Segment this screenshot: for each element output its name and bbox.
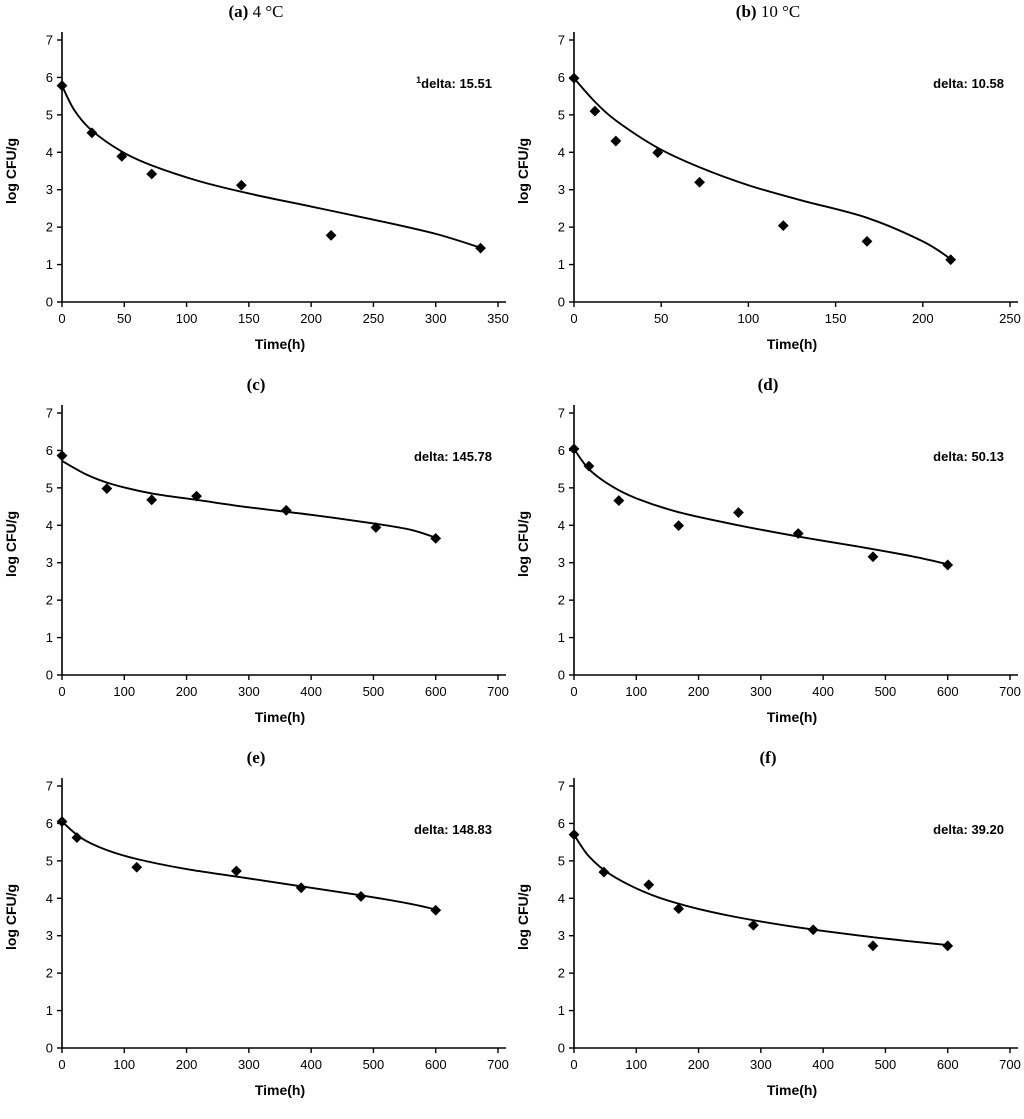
svg-text:200: 200 bbox=[687, 684, 710, 699]
svg-text:300: 300 bbox=[238, 1057, 260, 1072]
svg-text:2: 2 bbox=[557, 965, 565, 981]
svg-text:log CFU/g: log CFU/g bbox=[515, 510, 531, 578]
svg-text:100: 100 bbox=[113, 1057, 136, 1072]
svg-text:0: 0 bbox=[45, 667, 53, 683]
data-marker bbox=[569, 444, 580, 455]
data-marker bbox=[231, 866, 242, 877]
svg-text:7: 7 bbox=[557, 778, 565, 794]
data-marker bbox=[590, 106, 601, 117]
plot-area-e bbox=[0, 770, 512, 1115]
svg-text:Time(h): Time(h) bbox=[766, 1082, 818, 1098]
plot-svg-e bbox=[0, 770, 512, 1115]
svg-text:200: 200 bbox=[687, 1057, 710, 1072]
data-marker bbox=[613, 495, 624, 506]
svg-text:3: 3 bbox=[557, 555, 565, 571]
svg-text:300: 300 bbox=[750, 684, 772, 699]
svg-text:4: 4 bbox=[45, 517, 53, 533]
plot-area-f bbox=[512, 770, 1024, 1115]
delta-annotation: delta: 50.13 bbox=[933, 449, 1004, 464]
svg-text:3: 3 bbox=[45, 928, 53, 944]
plot-svg-f bbox=[512, 770, 1024, 1115]
svg-text:7: 7 bbox=[557, 405, 565, 421]
svg-text:3: 3 bbox=[557, 182, 565, 198]
data-marker bbox=[86, 127, 97, 138]
svg-text:1: 1 bbox=[45, 257, 53, 273]
svg-text:0: 0 bbox=[557, 1040, 565, 1056]
panel-label-b: (b) bbox=[735, 2, 757, 21]
svg-text:600: 600 bbox=[424, 1057, 447, 1072]
svg-text:log CFU/g: log CFU/g bbox=[3, 137, 19, 205]
svg-text:300: 300 bbox=[750, 1057, 772, 1072]
data-marker bbox=[326, 230, 337, 241]
svg-text:100: 100 bbox=[175, 311, 198, 326]
data-marker bbox=[694, 177, 705, 188]
plot-svg-d bbox=[512, 397, 1024, 742]
svg-text:Time(h): Time(h) bbox=[766, 709, 818, 725]
panel-caption-e bbox=[0, 748, 512, 768]
svg-text:600: 600 bbox=[936, 684, 959, 699]
svg-text:Time(h): Time(h) bbox=[254, 1082, 306, 1098]
svg-text:50: 50 bbox=[117, 311, 132, 326]
svg-text:log CFU/g: log CFU/g bbox=[515, 137, 531, 205]
svg-text:100: 100 bbox=[625, 684, 648, 699]
svg-text:6: 6 bbox=[557, 69, 565, 85]
data-marker bbox=[475, 243, 486, 254]
svg-text:250: 250 bbox=[362, 311, 385, 326]
svg-text:7: 7 bbox=[45, 405, 53, 421]
svg-text:7: 7 bbox=[557, 32, 565, 48]
svg-text:0: 0 bbox=[58, 1057, 66, 1072]
svg-text:200: 200 bbox=[175, 684, 198, 699]
data-marker bbox=[942, 560, 953, 571]
svg-text:200: 200 bbox=[175, 1057, 198, 1072]
data-marker bbox=[430, 905, 441, 916]
svg-text:5: 5 bbox=[45, 107, 53, 123]
data-marker bbox=[643, 879, 654, 890]
panel-condition-b: 10 °C bbox=[756, 2, 801, 21]
svg-text:2: 2 bbox=[557, 592, 565, 608]
delta-annotation: $^1$delta: 15.51 bbox=[416, 75, 492, 91]
panel-caption-a bbox=[0, 2, 512, 22]
svg-text:700: 700 bbox=[487, 1057, 509, 1072]
svg-text:log CFU/g: log CFU/g bbox=[3, 883, 19, 951]
data-marker bbox=[430, 533, 441, 544]
svg-text:5: 5 bbox=[557, 480, 565, 496]
svg-text:0: 0 bbox=[570, 684, 578, 699]
svg-text:700: 700 bbox=[487, 684, 509, 699]
plot-svg-a bbox=[0, 24, 512, 369]
svg-text:400: 400 bbox=[300, 1057, 322, 1072]
panel-caption-d bbox=[512, 375, 1024, 395]
panel-label-a: (a) bbox=[228, 2, 249, 21]
svg-text:0: 0 bbox=[45, 1040, 53, 1056]
data-marker bbox=[673, 520, 684, 531]
svg-text:log CFU/g: log CFU/g bbox=[515, 883, 531, 951]
svg-text:400: 400 bbox=[300, 684, 322, 699]
svg-text:Time(h): Time(h) bbox=[254, 336, 306, 352]
svg-text:700: 700 bbox=[999, 1057, 1021, 1072]
plot-area-d bbox=[512, 397, 1024, 742]
svg-text:1: 1 bbox=[45, 630, 53, 646]
chart-panel-e bbox=[0, 746, 512, 1119]
svg-text:2: 2 bbox=[45, 965, 53, 981]
svg-text:0: 0 bbox=[45, 294, 53, 310]
svg-text:500: 500 bbox=[362, 1057, 385, 1072]
svg-text:2: 2 bbox=[45, 592, 53, 608]
panel-label-e: (e) bbox=[246, 748, 266, 767]
svg-text:3: 3 bbox=[45, 555, 53, 571]
svg-text:0: 0 bbox=[557, 294, 565, 310]
data-marker bbox=[868, 940, 879, 951]
svg-text:400: 400 bbox=[812, 1057, 834, 1072]
svg-text:4: 4 bbox=[557, 517, 565, 533]
svg-text:0: 0 bbox=[570, 1057, 578, 1072]
svg-text:5: 5 bbox=[45, 480, 53, 496]
svg-text:1: 1 bbox=[557, 630, 565, 646]
svg-text:0: 0 bbox=[557, 667, 565, 683]
svg-text:3: 3 bbox=[45, 182, 53, 198]
svg-text:700: 700 bbox=[999, 684, 1021, 699]
svg-text:5: 5 bbox=[557, 107, 565, 123]
svg-text:600: 600 bbox=[936, 1057, 959, 1072]
data-marker bbox=[57, 80, 68, 91]
data-marker bbox=[598, 867, 609, 878]
panel-label-d: (d) bbox=[757, 375, 779, 394]
plot-area-c bbox=[0, 397, 512, 742]
svg-text:100: 100 bbox=[113, 684, 136, 699]
svg-text:Time(h): Time(h) bbox=[254, 709, 306, 725]
svg-text:4: 4 bbox=[557, 144, 565, 160]
delta-annotation: delta: 39.20 bbox=[933, 822, 1004, 837]
panel-label-c: (c) bbox=[246, 375, 266, 394]
data-marker bbox=[57, 450, 68, 461]
chart-panel-f bbox=[512, 746, 1024, 1119]
data-marker bbox=[296, 882, 307, 893]
svg-text:250: 250 bbox=[999, 311, 1021, 326]
svg-text:2: 2 bbox=[45, 219, 53, 235]
svg-text:500: 500 bbox=[874, 684, 897, 699]
data-marker bbox=[131, 862, 142, 873]
data-marker bbox=[778, 220, 789, 231]
data-marker bbox=[942, 940, 953, 951]
panel-condition-a: 4 °C bbox=[248, 2, 284, 21]
svg-text:0: 0 bbox=[58, 311, 66, 326]
data-marker bbox=[236, 180, 247, 191]
svg-text:2: 2 bbox=[557, 219, 565, 235]
svg-text:4: 4 bbox=[45, 890, 53, 906]
svg-text:100: 100 bbox=[625, 1057, 648, 1072]
panel-caption-b bbox=[512, 2, 1024, 22]
svg-text:7: 7 bbox=[45, 778, 53, 794]
svg-text:150: 150 bbox=[824, 311, 847, 326]
svg-text:6: 6 bbox=[557, 815, 565, 831]
delta-annotation: delta: 148.83 bbox=[413, 822, 492, 837]
plot-area-b bbox=[512, 24, 1024, 369]
data-marker bbox=[808, 924, 819, 935]
svg-text:6: 6 bbox=[45, 442, 53, 458]
svg-text:50: 50 bbox=[653, 311, 669, 326]
panel-label-f: (f) bbox=[759, 748, 777, 767]
svg-text:6: 6 bbox=[45, 815, 53, 831]
svg-text:6: 6 bbox=[45, 69, 53, 85]
svg-text:200: 200 bbox=[911, 311, 934, 326]
delta-annotation: delta: 145.78 bbox=[413, 449, 492, 464]
panel-caption-c bbox=[0, 375, 512, 395]
svg-text:3: 3 bbox=[557, 928, 565, 944]
plot-area-a bbox=[0, 24, 512, 369]
svg-text:7: 7 bbox=[45, 32, 53, 48]
svg-text:Time(h): Time(h) bbox=[766, 336, 818, 352]
svg-text:300: 300 bbox=[424, 311, 447, 326]
svg-text:log CFU/g: log CFU/g bbox=[3, 510, 19, 578]
data-marker bbox=[862, 236, 873, 247]
svg-text:100: 100 bbox=[737, 311, 760, 326]
svg-text:6: 6 bbox=[557, 442, 565, 458]
data-marker bbox=[146, 169, 157, 180]
chart-panel-a bbox=[0, 0, 512, 373]
chart-panel-b bbox=[512, 0, 1024, 373]
svg-text:1: 1 bbox=[45, 1003, 53, 1019]
svg-text:0: 0 bbox=[570, 311, 578, 326]
panel-caption-f bbox=[512, 748, 1024, 768]
data-marker bbox=[356, 891, 367, 902]
data-marker bbox=[146, 494, 157, 505]
svg-text:150: 150 bbox=[238, 311, 260, 326]
svg-text:500: 500 bbox=[362, 684, 385, 699]
plot-svg-c bbox=[0, 397, 512, 742]
chart-panel-c bbox=[0, 373, 512, 746]
data-marker bbox=[733, 507, 744, 518]
svg-text:300: 300 bbox=[238, 684, 260, 699]
svg-text:350: 350 bbox=[487, 311, 509, 326]
svg-text:4: 4 bbox=[45, 144, 53, 160]
svg-text:1: 1 bbox=[557, 257, 565, 273]
chart-panel-d bbox=[512, 373, 1024, 746]
plot-svg-b bbox=[512, 24, 1024, 369]
svg-text:5: 5 bbox=[557, 853, 565, 869]
data-marker bbox=[72, 832, 83, 843]
svg-text:500: 500 bbox=[874, 1057, 897, 1072]
data-marker bbox=[101, 483, 112, 494]
delta-annotation: delta: 10.58 bbox=[933, 76, 1004, 91]
data-marker bbox=[584, 461, 595, 472]
svg-text:4: 4 bbox=[557, 890, 565, 906]
svg-text:600: 600 bbox=[424, 684, 447, 699]
data-marker bbox=[281, 505, 292, 516]
data-marker bbox=[569, 829, 580, 840]
svg-text:400: 400 bbox=[812, 684, 834, 699]
svg-text:0: 0 bbox=[58, 684, 66, 699]
data-marker bbox=[610, 136, 621, 147]
svg-text:1: 1 bbox=[557, 1003, 565, 1019]
svg-text:5: 5 bbox=[45, 853, 53, 869]
svg-text:200: 200 bbox=[300, 311, 322, 326]
data-marker bbox=[868, 551, 879, 562]
